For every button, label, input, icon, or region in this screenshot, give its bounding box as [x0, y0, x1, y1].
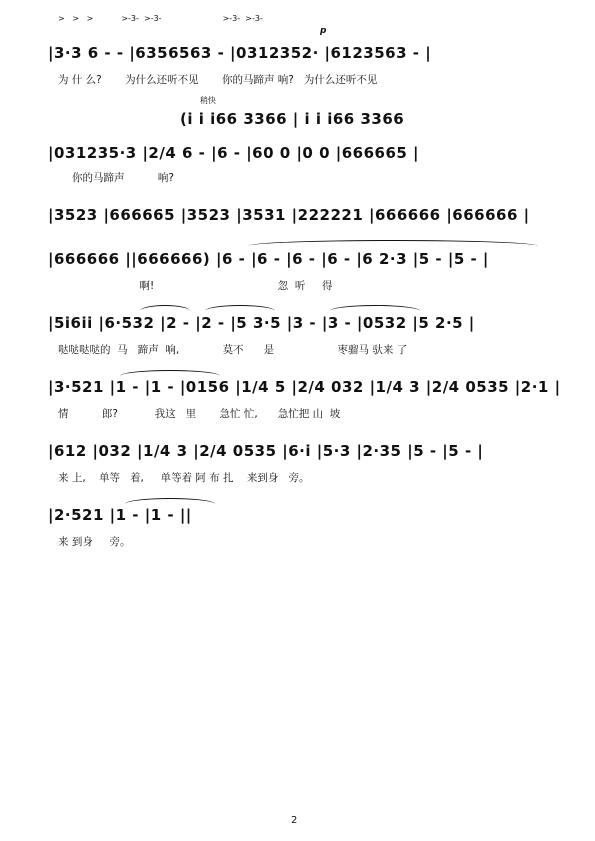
lyrics-line-8: 来 到身 旁。	[58, 536, 131, 548]
slur	[330, 305, 420, 311]
slur	[205, 305, 275, 311]
lyrics-line-1: 为 什 么? 为什么还听不见 你的马蹄声 响? 为什么还听不见	[58, 74, 378, 86]
notation-line-7: |612 |032 |1/4 3 |2/4 0535 |6·i |5·3 |2·35 |5 - |5 - |	[48, 442, 484, 460]
notation-line-6: |3·521 |1 - |1 - |0156 |1/4 5 |2/4 032 |1/4 3 |2/4 0535 |2·1 |	[48, 378, 561, 396]
slur	[125, 498, 215, 504]
notation-line-1: |3·3 6 - - |6356563 - |0312352· |6123563 - |	[48, 44, 432, 62]
slur	[120, 370, 220, 376]
slur	[248, 240, 538, 246]
tempo-marking: 稍快	[200, 96, 216, 105]
lyrics-line-4: 啊! 忽 听 得	[56, 280, 333, 292]
notation-line-3: |3523 |666665 |3523 |3531 |222221 |666666 |666666 |	[48, 206, 530, 224]
dynamic-mark: p	[320, 26, 327, 36]
page-number: 2	[291, 815, 298, 826]
notation-line-5: |5i6ii |6·532 |2 - |2 - |5 3·5 |3 - |3 - |0532 |5 2·5 |	[48, 314, 475, 332]
notation-line-8: |2·521 |1 - |1 - ||	[48, 506, 192, 524]
lyrics-line-2: 你的马蹄声 响?	[72, 172, 174, 184]
notation-line-2: |031235·3 |2/4 6 - |6 - |60 0 |0 0 |666665 |	[48, 144, 420, 162]
lyrics-line-7: 来 上, 单等 着, 单等着 阿 布 扎 来到身 旁。	[58, 472, 310, 484]
notation-line-4: |666666 ||666666) |6 - |6 - |6 - |6 - |6 2·3 |5 - |5 - |	[48, 250, 489, 268]
slur	[140, 305, 190, 311]
accent-marks-1: > > > >-3- >-3- >-3- >-3-	[58, 14, 263, 23]
lyrics-line-5: 哒哒哒哒的 马 蹄声 响, 莫不 是 枣骝马 驮来 了	[58, 344, 408, 356]
lyrics-line-6: 情 郎? 我这 里 急忙 忙, 急忙把 山 坡	[58, 408, 341, 420]
intro-notation: (i i i66 3366 | i i i66 3366	[180, 110, 405, 128]
